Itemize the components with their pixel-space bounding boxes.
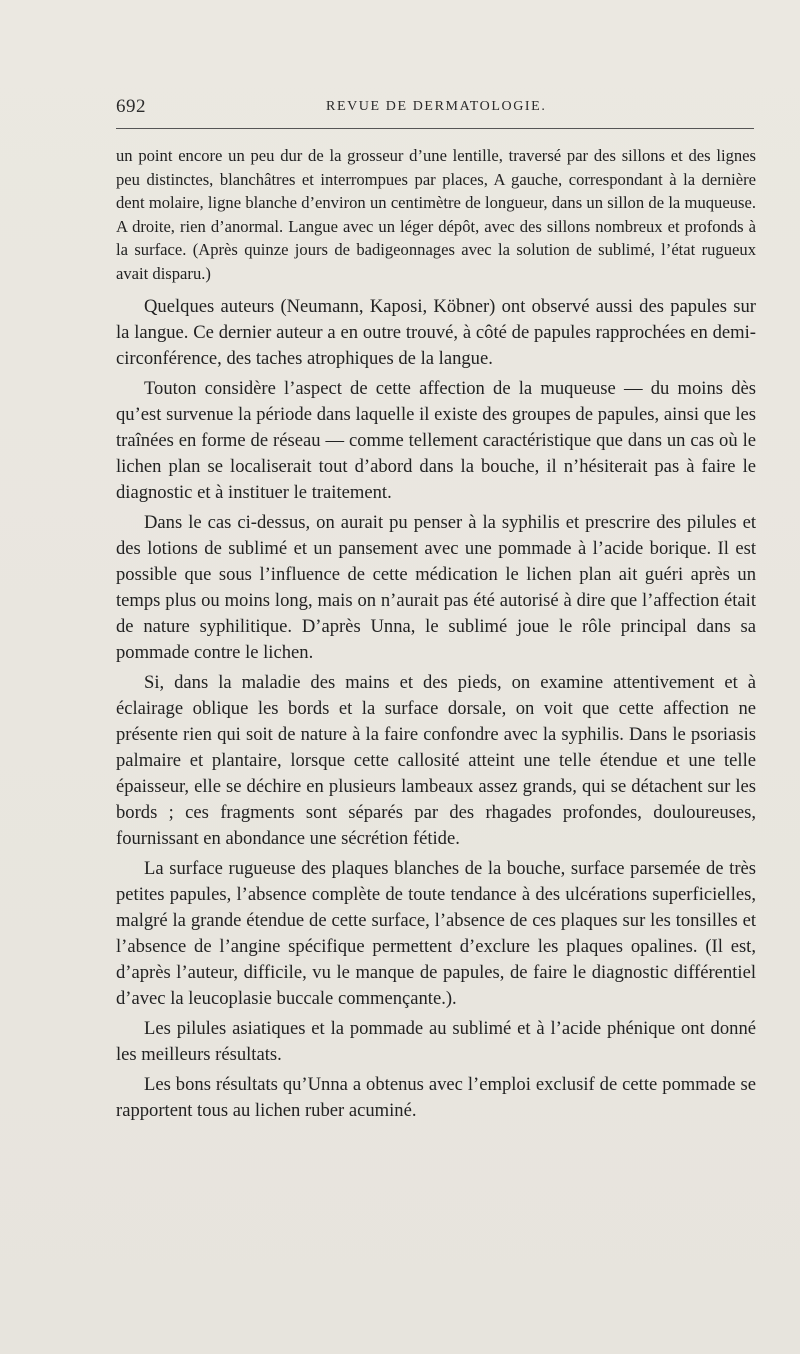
paragraph-touton: Touton considère l’aspect de cette affection de la muqueuse — du moins dès qu’est survenue la période dans laquelle il existe des groupes de papules, ainsi que les traînées en forme de réseau — comme tellement caractéristique que dans un cas où le lichen plan se localiserait tout d’abord dans la bouche, il n’hésiterait pas à faire le diagnostic et à instituer le traitement.: [116, 377, 756, 503]
paragraph-hands-feet: Si, dans la maladie des mains et des pieds, on examine attentivement et à éclairage oblique les bords et la surface dorsale, on voit que cette affection ne présente rien qui soit de nature à la faire confondre avec la syphilis. Dans le psoriasis palmaire et plantaire, lorsque cette callosité atteint une telle étendue et une telle épaisseur, elle se déchire en plusieurs lambeaux assez grands, qui se détachent sur les bords ; ces fragments sont séparés par des rhagades profondes, douloureuses, fournissant en abondance une sécrétion fétide.: [116, 671, 756, 849]
running-title: REVUE DE DERMATOLOGIE.: [326, 99, 547, 114]
page-header: [116, 96, 754, 120]
paragraph-unna-results: Les bons résultats qu’Unna a obtenus avec l’emploi exclusif de cette pommade se rapportent tous au lichen ruber acuminé.: [116, 1073, 756, 1121]
page-number: 692: [116, 96, 146, 117]
body-text: [116, 144, 756, 1124]
header-rule: [116, 128, 754, 129]
paragraph-pills: Les pilules asiatiques et la pommade au sublimé et à l’acide phénique ont donné les meilleurs résultats.: [116, 1017, 756, 1065]
paragraph-rough-surface: La surface rugueuse des plaques blanches de la bouche, surface parsemée de très petites papules, l’absence complète de toute tendance à des ulcérations superficielles, malgré la grande étendue de cette surface, l’absence de ces plaques sur les tonsilles et l’absence de l’angine spécifique permettent d’exclure les plaques opalines. (Il est, d’après l’auteur, difficile, vu le manque de papules, de faire le diagnostic différentiel d’avec la leucoplasie buccale commençante.).: [116, 857, 756, 1009]
paragraph-case-description: un point encore un peu dur de la grosseur d’une lentille, traversé par des sillons et des lignes peu distinctes, blanchâtres et interrompues par places, A gauche, correspondant à la dernière dent molaire, ligne blanche d’environ un centimètre de longueur, dans un sillon de la muqueuse. A droite, rien d’anormal. Langue avec un léger dépôt, avec des sillons nombreux et profonds à la surface. (Après quinze jours de badigeonnages avec la solution de sublimé, l’état rugueux avait disparu.): [116, 146, 756, 283]
paragraph-syphilis: Dans le cas ci-dessus, on aurait pu penser à la syphilis et prescrire des pilules et des lotions de sublimé et un pansement avec une pommade à l’acide borique. Il est possible que sous l’influence de cette médication le lichen plan ait guéri après un temps plus ou moins long, mais on n’aurait pas été autorisé à dire que l’affection était de nature syphilitique. D’après Unna, le sublimé joue le rôle principal dans sa pommade contre le lichen.: [116, 511, 756, 663]
paragraph-other-authors: Quelques auteurs (Neumann, Kaposi, Köbner) ont observé aussi des papules sur la langue. Ce dernier auteur a en outre trouvé, à côté de papules rapprochées en demi-circonférence, des taches atrophiques de la langue.: [116, 295, 756, 369]
